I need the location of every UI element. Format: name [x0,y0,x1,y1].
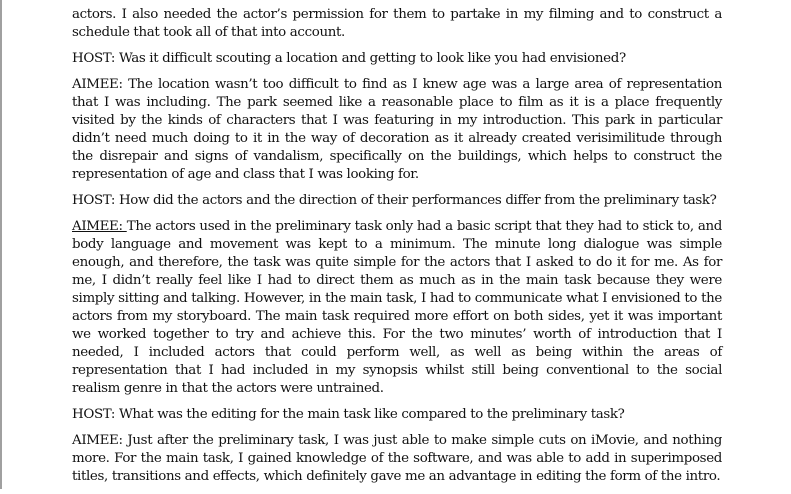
paragraph-text: The actors used in the preliminary task only had a basic script that they had to stick to, and body language and movement was kept to a minimum. The minute long dialogue was simple enough, and therefore, the task was quite simple for the actors that I asked to do it for me. As for me, I didn’t really feel like I had to direct them as much as in the main task because they were simply sitting and talking. However, in the main task, I had to communicate what I envisioned to the actors from my storyboard. The main task required more effort on both sides, yet it was important we worked together to try and achieve this. For the two minutes’ worth of introduction that I needed, I included actors that could perform well, as well as being within the areas of representation that I had included in my synopsis whilst still being conventional to the social realism genre in that the actors were untrained. [72,219,722,396]
speaker-label: HOST: [72,407,116,422]
speaker-label: HOST: [72,193,116,208]
paragraph-text: Was it difficult scouting a location and getting to look like you had envisioned? [115,51,626,66]
paragraph-text: actors. I also needed the actor’s permission for them to partake in my filming and to construct a schedule that took all of that into account. [72,7,722,40]
paragraph-aimee-answer [72,76,722,184]
paragraph-text: Just after the preliminary task, I was just able to make simple cuts on iMovie, and nothing more. For the main task, I gained knowledge of the software, and was able to add in superimposed titles, transitions and effects, which definitely gave me an advantage in editing the form of the intro. [72,433,722,484]
speaker-label: AIMEE: [72,77,123,92]
paragraph-aimee-answer [72,432,722,486]
speaker-label: HOST: [72,51,116,66]
document-page [72,6,722,494]
paragraph-aimee-answer [72,218,722,398]
paragraph-continuation [72,6,722,42]
paragraph-text: What was the editing for the main task like compared to the preliminary task? [115,407,625,422]
speaker-label: AIMEE: [72,433,123,448]
paragraph-host-question [72,50,722,68]
paragraph-text: The location wasn’t too difficult to find as I knew age was a large area of representation that I was including. The park seemed like a reasonable place to film as it is a place frequently visited by the kinds of characters that I was featuring in my introduction. This park in particular didn’t need much doing to it in the way of decoration as it already created verisimilitude through the disrepair and signs of vandalism, specifically on the buildings, which helps to construct the representation of age and class that I was looking for. [72,77,722,182]
page-edge-border [0,0,2,489]
paragraph-text: How did the actors and the direction of their performances differ from the preliminary task? [115,193,717,208]
speaker-label-underlined: AIMEE: [72,219,127,234]
paragraph-host-question [72,192,722,210]
paragraph-host-question [72,406,722,424]
